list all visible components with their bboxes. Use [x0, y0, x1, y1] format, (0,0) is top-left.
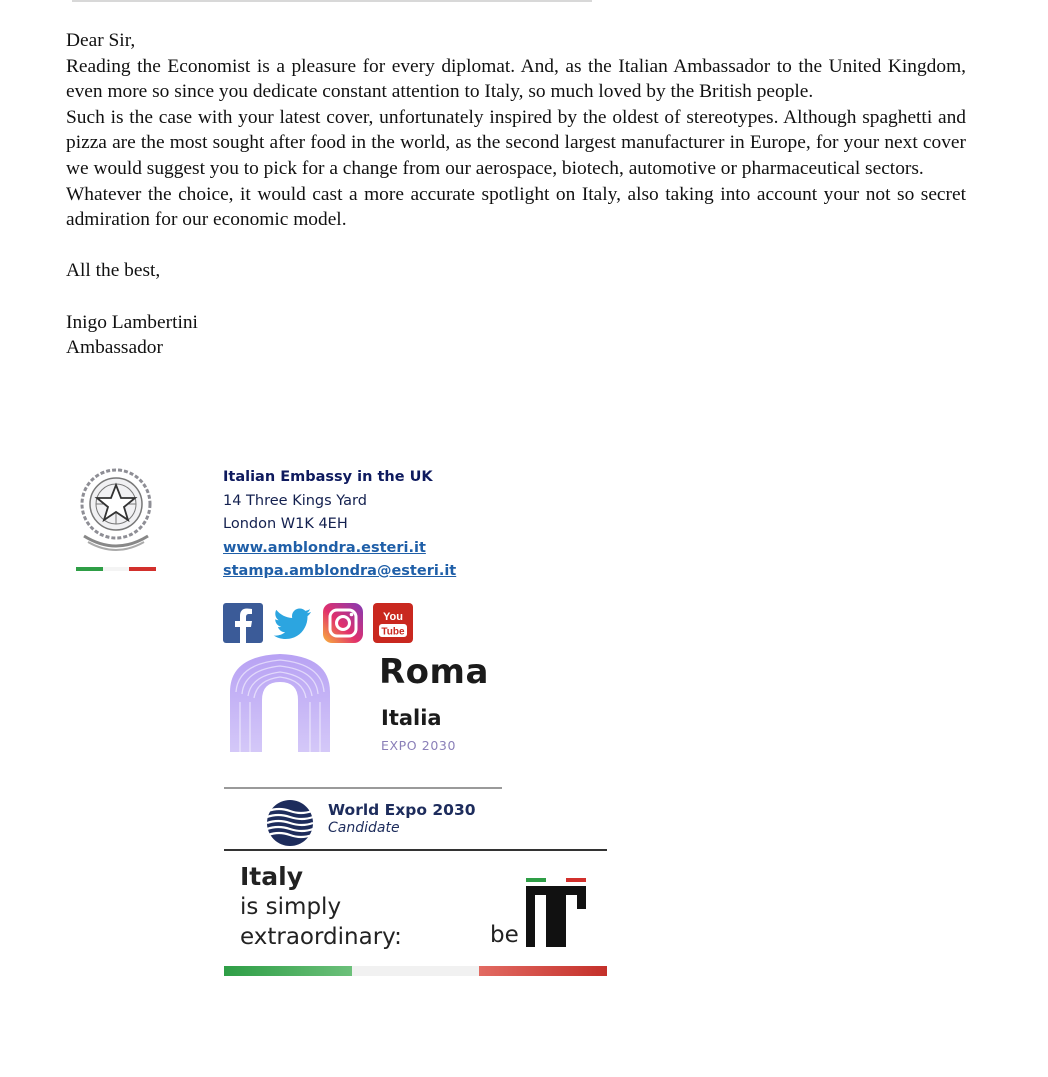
world-expo-candidate: [266, 797, 506, 849]
world-expo-globe-icon: [266, 799, 314, 847]
expo-country: Italia: [381, 706, 442, 730]
email-link[interactable]: stampa.amblondra@esteri.it: [223, 563, 457, 579]
roma-expo-logo: [224, 652, 506, 787]
be-it-logo-icon: [524, 876, 588, 948]
emblem-tricolor: [76, 567, 156, 571]
candidate-label: Candidate: [328, 820, 400, 836]
italian-republic-emblem-icon: [74, 458, 158, 558]
campaign-tricolor: [224, 966, 607, 976]
closing: All the best,: [66, 260, 161, 282]
address-line-1: 14 Three Kings Yard: [223, 492, 367, 509]
address-line-2: London W1K 4EH: [223, 516, 348, 532]
expo-event: EXPO 2030: [381, 738, 457, 753]
paragraph-3: Whatever the choice, it would cast a more accurate spotlight on Italy, also taking into account your not so secret admiration for our economic model.: [66, 183, 966, 231]
twitter-icon[interactable]: [273, 603, 313, 643]
social-icons: [223, 603, 413, 643]
expo-divider: [224, 787, 502, 789]
paragraph-2: Such is the case with your latest cover, unfortunately inspired by the oldest of stereotypes. Although spaghetti and pizza are the most sought after food in the world, as the second largest manufacturer in Europe, for your next cover we would suggest you to pick for a change from our aerospace, biotech, automotive or pharmaceutical sectors.: [66, 106, 966, 179]
website-link[interactable]: www.amblondra.esteri.it: [223, 539, 426, 556]
embassy-name: Italian Embassy in the UK: [223, 469, 433, 485]
be-text: be: [490, 922, 519, 948]
signer-name: Inigo Lambertini: [66, 311, 198, 333]
youtube-icon[interactable]: [373, 603, 413, 643]
paragraph-1: Reading the Economist is a pleasure for every diplomat. And, as the Italian Ambassador to the United Kingdom, even more so since you dedicate constant attention to Italy, so much loved by the British people.: [66, 55, 966, 103]
top-divider: [72, 0, 592, 2]
youtube-text-tube: Tube: [381, 626, 405, 638]
world-expo-label: World Expo 2030: [328, 801, 476, 819]
arch-icon: [224, 652, 336, 756]
facebook-icon[interactable]: [223, 603, 263, 643]
letter-body: [66, 28, 966, 361]
expo-city: Roma: [379, 652, 489, 692]
campaign-divider: [224, 849, 607, 851]
signer-title: Ambassador: [66, 337, 163, 359]
salutation: Dear Sir,: [66, 30, 136, 51]
contact-block: [223, 466, 456, 584]
youtube-text-you: You: [383, 611, 403, 623]
slogan-line-1: Italy: [240, 862, 303, 891]
slogan-line-2: is simply: [240, 894, 342, 920]
campaign-slogan: [240, 862, 402, 952]
instagram-icon[interactable]: [323, 603, 363, 643]
slogan-line-3: extraordinary:: [240, 924, 402, 950]
